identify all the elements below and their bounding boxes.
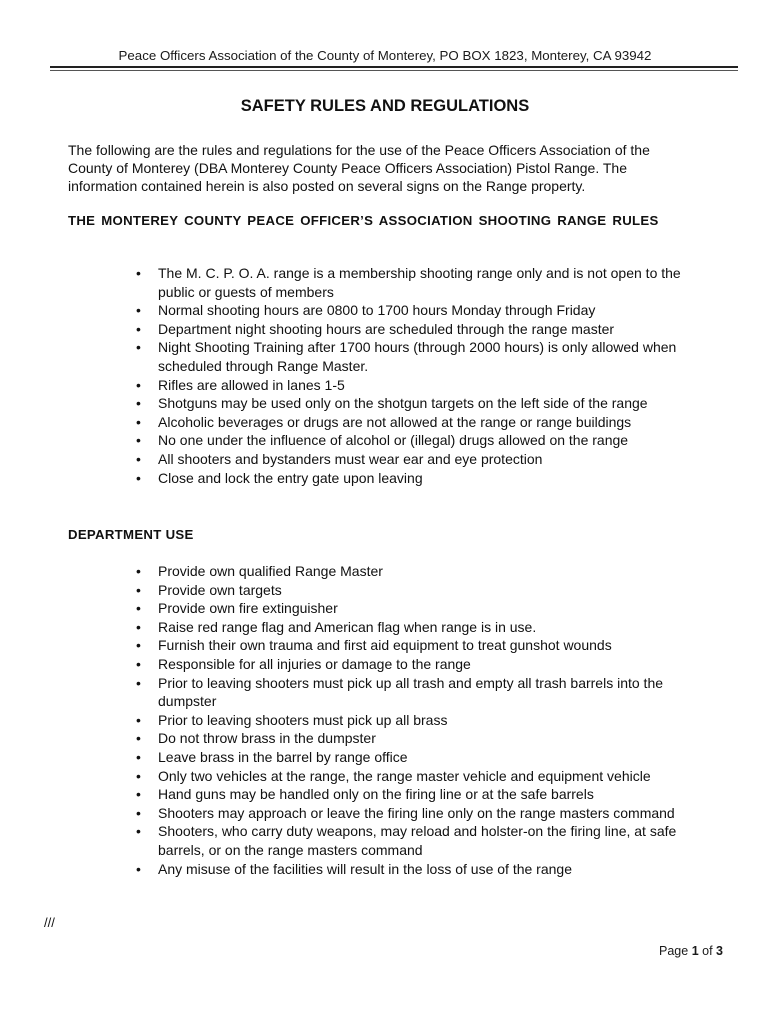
list-item: • Shooters, who carry duty weapons, may reload and holster-on the firing line, at safe barrels, or on the range masters command — [158, 822, 688, 859]
list-item: • The M. C. P. O. A. range is a membership shooting range only and is not open to the public or guests of members — [158, 264, 688, 301]
list-item: • Alcoholic beverages or drugs are not allowed at the range or range buildings — [158, 413, 688, 432]
list-item: • Furnish their own trauma and first aid equipment to treat gunshot wounds — [158, 636, 688, 655]
list-item: • Shotguns may be used only on the shotgun targets on the left side of the range — [158, 394, 688, 413]
department-use-heading: DEPARTMENT USE — [68, 527, 194, 542]
range-rules-heading: THE MONTEREY COUNTY PEACE OFFICER’S ASSOCIATION SHOOTING RANGE RULES — [68, 213, 659, 228]
list-item: • Do not throw brass in the dumpster — [158, 729, 688, 748]
page-word: Page — [659, 944, 689, 958]
header-rule-thin — [50, 70, 738, 71]
list-item: • All shooters and bystanders must wear ear and eye protection — [158, 450, 688, 469]
list-item: • Raise red range flag and American flag when range is in use. — [158, 618, 688, 637]
list-item: • Normal shooting hours are 0800 to 1700 hours Monday through Friday — [158, 301, 688, 320]
list-item: • Prior to leaving shooters must pick up all brass — [158, 711, 688, 730]
list-item: • Shooters may approach or leave the firing line only on the range masters command — [158, 804, 688, 823]
page-total: 3 — [716, 944, 723, 958]
list-item: • Responsible for all injuries or damage to the range — [158, 655, 688, 674]
list-item: • Department night shooting hours are scheduled through the range master — [158, 320, 688, 339]
list-item: • Any misuse of the facilities will result in the loss of use of the range — [158, 860, 688, 879]
list-item: • Provide own fire extinguisher — [158, 599, 688, 618]
list-item: • Hand guns may be handled only on the firing line or at the safe barrels — [158, 785, 688, 804]
list-item: • No one under the influence of alcohol or (illegal) drugs allowed on the range — [158, 431, 688, 450]
list-item: • Provide own qualified Range Master — [158, 562, 688, 581]
list-item: • Close and lock the entry gate upon leaving — [158, 469, 688, 488]
list-item: • Only two vehicles at the range, the range master vehicle and equipment vehicle — [158, 767, 688, 786]
list-item: • Leave brass in the barrel by range office — [158, 748, 688, 767]
header-rule-thick — [50, 66, 738, 68]
document-title: SAFETY RULES AND REGULATIONS — [240, 97, 530, 115]
range-rules-list — [158, 264, 688, 487]
list-item: • Prior to leaving shooters must pick up all trash and empty all trash barrels into the dumpster — [158, 674, 688, 711]
department-use-list — [158, 562, 688, 878]
of-word: of — [702, 944, 713, 958]
page-number — [659, 944, 723, 958]
intro-paragraph: The following are the rules and regulations for the use of the Peace Officers Association of the County of Monterey (DBA Monterey County Peace Officers Association) Pistol Range. The information contained herein is also posted on several signs on the Range property. — [68, 142, 650, 194]
list-item: • Provide own targets — [158, 581, 688, 600]
list-item: • Night Shooting Training after 1700 hours (through 2000 hours) is only allowed when scheduled through Range Master. — [158, 338, 688, 375]
page-header: Peace Officers Association of the County of Monterey, PO BOX 1823, Monterey, CA 93942 — [118, 48, 652, 63]
continuation-mark: /// — [44, 915, 55, 930]
page-current: 1 — [691, 944, 699, 958]
list-item: • Rifles are allowed in lanes 1-5 — [158, 376, 688, 395]
